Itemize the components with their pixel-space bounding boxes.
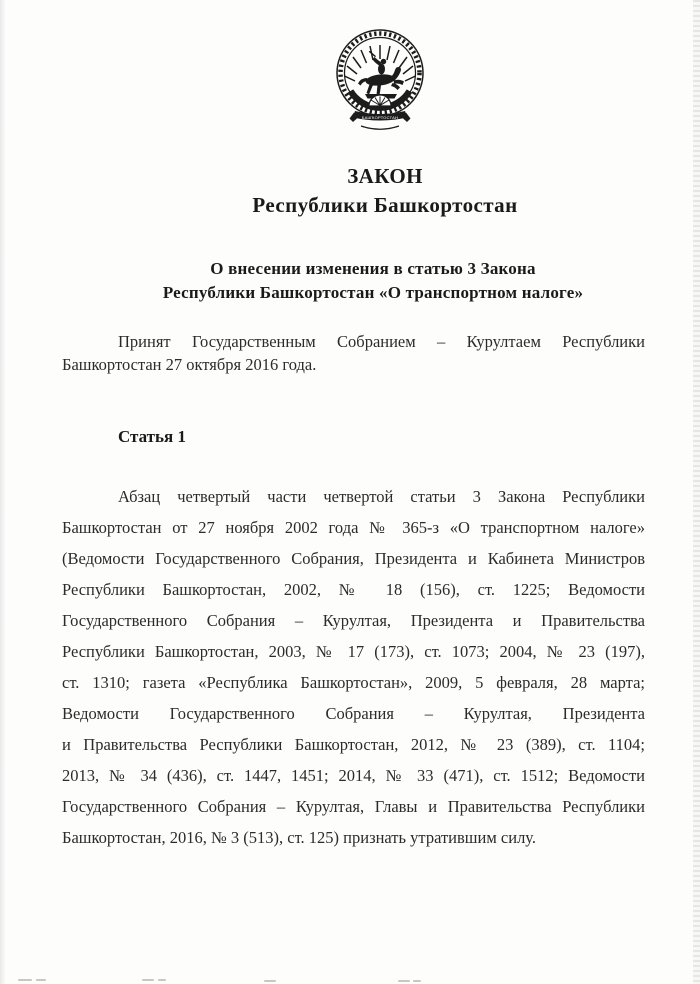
- body-line: Государственного Собрания – Курултая, Президента и Правительства: [62, 611, 645, 630]
- body-line: и Правительства Республики Башкортостан, 2012, № 23 (389), ст. 1104;: [62, 735, 645, 754]
- body-line: Абзац четвертый части четвертой статьи 3 Закона Республики: [118, 487, 645, 506]
- body-line: (Ведомости Государственного Собрания, Президента и Кабинета Министров: [62, 549, 645, 568]
- scan-edge-left: [0, 0, 6, 984]
- body-line: Республики Башкортостан, 2002, № 18 (156), ст. 1225; Ведомости: [62, 580, 645, 599]
- scan-bottom-mark: [36, 979, 46, 981]
- body-line: Башкортостан, 2016, № 3 (513), ст. 125) признать утратившим силу.: [62, 828, 537, 847]
- body-line: Ведомости Государственного Собрания – Курултая, Президента: [62, 704, 645, 723]
- adoption-clause: [62, 330, 645, 376]
- body-line: Государственного Собрания – Курултая, Главы и Правительства Республики: [62, 797, 645, 816]
- scan-edge-right: [693, 0, 700, 984]
- scan-bottom-mark: [158, 979, 166, 981]
- body-line: Башкортостан от 27 ноября 2002 года № 365-з «О транспортном налоге»: [62, 518, 645, 537]
- scan-bottom-mark: [18, 979, 32, 981]
- emblem-ribbon-text: БАШҠОРТОСТАН: [361, 115, 399, 120]
- body-line: 2013, № 34 (436), ст. 1447, 1451; 2014, № 33 (471), ст. 1512; Ведомости: [62, 766, 645, 785]
- subtitle-line-1: О внесении изменения в статью 3 Закона: [210, 259, 536, 278]
- scan-bottom-mark: [398, 980, 410, 982]
- body-line: ст. 1310; газета «Республика Башкортостан», 2009, 5 февраля, 28 марта;: [62, 673, 645, 692]
- scan-bottom-mark: [142, 979, 154, 981]
- document-title: [0, 162, 700, 220]
- body-line: Республики Башкортостан, 2003, № 17 (173), ст. 1073; 2004, № 23 (197),: [62, 642, 645, 661]
- coat-of-arms-icon: [330, 26, 430, 134]
- title-line-law: ЗАКОН: [347, 164, 423, 188]
- title-line-republic: Республики Башкортостан: [252, 193, 518, 217]
- article-1-heading: Статья 1: [118, 427, 186, 446]
- coat-of-arms-emblem: [330, 26, 430, 134]
- document-subtitle: [0, 257, 700, 304]
- adoption-line-1: Принят Государственным Собранием – Курултаем Республики: [118, 332, 645, 351]
- scan-bottom-mark: [413, 980, 421, 982]
- article-1-body: [62, 481, 645, 853]
- scan-bottom-mark: [264, 980, 276, 982]
- subtitle-line-2: Республики Башкортостан «О транспортном налоге»: [162, 282, 584, 302]
- adoption-line-2: Башкортостан 27 октября 2016 года.: [62, 355, 317, 374]
